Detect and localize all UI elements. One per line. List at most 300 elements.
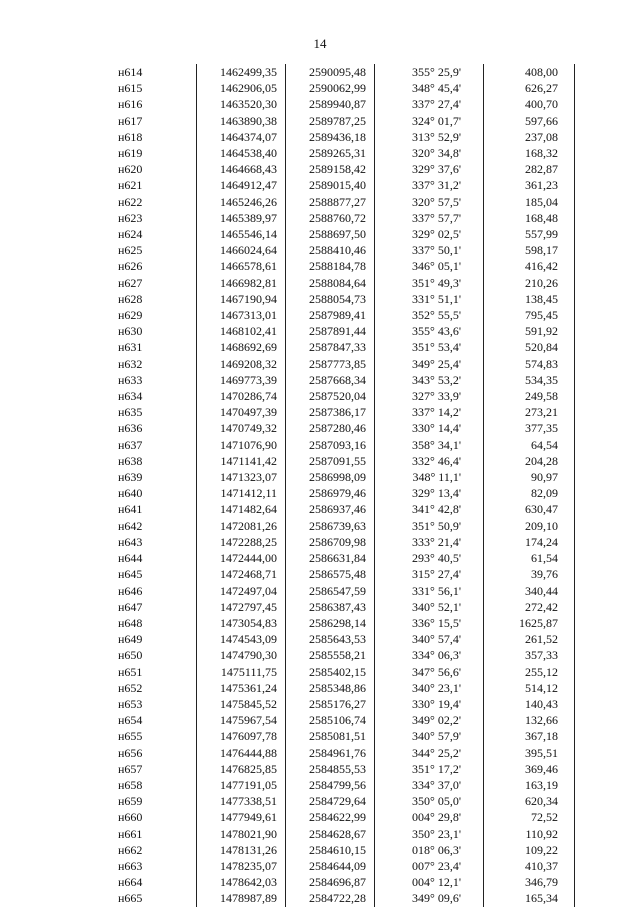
table-row bbox=[116, 258, 575, 274]
coordinates-table bbox=[116, 64, 575, 907]
segment-length-cell: 795,45 bbox=[484, 307, 575, 323]
x-coordinate-cell: 1462906,05 bbox=[197, 80, 286, 96]
segment-length-cell: 110,92 bbox=[484, 826, 575, 842]
point-id-cell: н636 bbox=[116, 420, 197, 436]
segment-length-cell: 132,66 bbox=[484, 712, 575, 728]
segment-length-cell: 210,26 bbox=[484, 275, 575, 291]
segment-length-cell: 408,00 bbox=[484, 64, 575, 80]
direction-angle-cell: 330° 14,4' bbox=[375, 420, 484, 436]
table-row bbox=[116, 745, 575, 761]
direction-angle-cell: 351° 50,9' bbox=[375, 518, 484, 534]
x-coordinate-cell: 1467190,94 bbox=[197, 291, 286, 307]
y-coordinate-cell: 2584961,76 bbox=[286, 745, 375, 761]
point-id-cell: н650 bbox=[116, 647, 197, 663]
segment-length-cell: 282,87 bbox=[484, 161, 575, 177]
direction-angle-cell: 320° 34,8' bbox=[375, 145, 484, 161]
table-row bbox=[116, 420, 575, 436]
y-coordinate-cell: 2588697,50 bbox=[286, 226, 375, 242]
table-row bbox=[116, 161, 575, 177]
y-coordinate-cell: 2585558,21 bbox=[286, 647, 375, 663]
point-id-cell: н665 bbox=[116, 890, 197, 906]
point-id-cell: н614 bbox=[116, 64, 197, 80]
direction-angle-cell: 341° 42,8' bbox=[375, 501, 484, 517]
segment-length-cell: 346,79 bbox=[484, 874, 575, 890]
segment-length-cell: 237,08 bbox=[484, 129, 575, 145]
table-row bbox=[116, 826, 575, 842]
direction-angle-cell: 018° 06,3' bbox=[375, 842, 484, 858]
table-row bbox=[116, 631, 575, 647]
direction-angle-cell: 333° 21,4' bbox=[375, 534, 484, 550]
table-row bbox=[116, 809, 575, 825]
x-coordinate-cell: 1473054,83 bbox=[197, 615, 286, 631]
point-id-cell: н621 bbox=[116, 177, 197, 193]
direction-angle-cell: 343° 53,2' bbox=[375, 372, 484, 388]
segment-length-cell: 82,09 bbox=[484, 485, 575, 501]
direction-angle-cell: 330° 19,4' bbox=[375, 696, 484, 712]
y-coordinate-cell: 2589940,87 bbox=[286, 96, 375, 112]
y-coordinate-cell: 2584729,64 bbox=[286, 793, 375, 809]
x-coordinate-cell: 1463890,38 bbox=[197, 113, 286, 129]
x-coordinate-cell: 1468692,69 bbox=[197, 339, 286, 355]
x-coordinate-cell: 1469773,39 bbox=[197, 372, 286, 388]
direction-angle-cell: 337° 31,2' bbox=[375, 177, 484, 193]
point-id-cell: н632 bbox=[116, 356, 197, 372]
direction-angle-cell: 348° 45,4' bbox=[375, 80, 484, 96]
table-row bbox=[116, 518, 575, 534]
y-coordinate-cell: 2585643,53 bbox=[286, 631, 375, 647]
x-coordinate-cell: 1475111,75 bbox=[197, 664, 286, 680]
x-coordinate-cell: 1468102,41 bbox=[197, 323, 286, 339]
y-coordinate-cell: 2587091,55 bbox=[286, 453, 375, 469]
x-coordinate-cell: 1467313,01 bbox=[197, 307, 286, 323]
segment-length-cell: 340,44 bbox=[484, 583, 575, 599]
direction-angle-cell: 349° 25,4' bbox=[375, 356, 484, 372]
table-row bbox=[116, 858, 575, 874]
segment-length-cell: 416,42 bbox=[484, 258, 575, 274]
table-row bbox=[116, 145, 575, 161]
table-row bbox=[116, 372, 575, 388]
direction-angle-cell: 346° 05,1' bbox=[375, 258, 484, 274]
y-coordinate-cell: 2585176,27 bbox=[286, 696, 375, 712]
table-row bbox=[116, 339, 575, 355]
y-coordinate-cell: 2586631,84 bbox=[286, 550, 375, 566]
segment-length-cell: 367,18 bbox=[484, 728, 575, 744]
segment-length-cell: 597,66 bbox=[484, 113, 575, 129]
y-coordinate-cell: 2586709,98 bbox=[286, 534, 375, 550]
table-row bbox=[116, 404, 575, 420]
point-id-cell: н625 bbox=[116, 242, 197, 258]
segment-length-cell: 261,52 bbox=[484, 631, 575, 647]
x-coordinate-cell: 1478021,90 bbox=[197, 826, 286, 842]
y-coordinate-cell: 2587093,16 bbox=[286, 437, 375, 453]
table-row bbox=[116, 275, 575, 291]
coordinates-table-body bbox=[116, 64, 575, 907]
table-row bbox=[116, 469, 575, 485]
point-id-cell: н629 bbox=[116, 307, 197, 323]
x-coordinate-cell: 1469208,32 bbox=[197, 356, 286, 372]
segment-length-cell: 361,23 bbox=[484, 177, 575, 193]
table-row bbox=[116, 453, 575, 469]
segment-length-cell: 39,76 bbox=[484, 566, 575, 582]
x-coordinate-cell: 1475967,54 bbox=[197, 712, 286, 728]
y-coordinate-cell: 2590062,99 bbox=[286, 80, 375, 96]
point-id-cell: н641 bbox=[116, 501, 197, 517]
x-coordinate-cell: 1470286,74 bbox=[197, 388, 286, 404]
point-id-cell: н661 bbox=[116, 826, 197, 842]
x-coordinate-cell: 1477949,61 bbox=[197, 809, 286, 825]
x-coordinate-cell: 1475361,24 bbox=[197, 680, 286, 696]
table-row bbox=[116, 664, 575, 680]
direction-angle-cell: 349° 02,2' bbox=[375, 712, 484, 728]
table-row bbox=[116, 599, 575, 615]
y-coordinate-cell: 2587773,85 bbox=[286, 356, 375, 372]
point-id-cell: н645 bbox=[116, 566, 197, 582]
y-coordinate-cell: 2584696,87 bbox=[286, 874, 375, 890]
segment-length-cell: 273,21 bbox=[484, 404, 575, 420]
x-coordinate-cell: 1472497,04 bbox=[197, 583, 286, 599]
y-coordinate-cell: 2590095,48 bbox=[286, 64, 375, 80]
point-id-cell: н628 bbox=[116, 291, 197, 307]
x-coordinate-cell: 1471323,07 bbox=[197, 469, 286, 485]
table-row bbox=[116, 388, 575, 404]
y-coordinate-cell: 2588084,64 bbox=[286, 275, 375, 291]
table-row bbox=[116, 566, 575, 582]
direction-angle-cell: 334° 06,3' bbox=[375, 647, 484, 663]
segment-length-cell: 72,52 bbox=[484, 809, 575, 825]
x-coordinate-cell: 1478642,03 bbox=[197, 874, 286, 890]
direction-angle-cell: 340° 57,4' bbox=[375, 631, 484, 647]
segment-length-cell: 591,92 bbox=[484, 323, 575, 339]
point-id-cell: н643 bbox=[116, 534, 197, 550]
point-id-cell: н654 bbox=[116, 712, 197, 728]
y-coordinate-cell: 2586575,48 bbox=[286, 566, 375, 582]
segment-length-cell: 395,51 bbox=[484, 745, 575, 761]
direction-angle-cell: 348° 11,1' bbox=[375, 469, 484, 485]
segment-length-cell: 626,27 bbox=[484, 80, 575, 96]
x-coordinate-cell: 1476097,78 bbox=[197, 728, 286, 744]
y-coordinate-cell: 2586739,63 bbox=[286, 518, 375, 534]
x-coordinate-cell: 1474543,09 bbox=[197, 631, 286, 647]
table-row bbox=[116, 307, 575, 323]
y-coordinate-cell: 2589436,18 bbox=[286, 129, 375, 145]
point-id-cell: н616 bbox=[116, 96, 197, 112]
point-id-cell: н656 bbox=[116, 745, 197, 761]
y-coordinate-cell: 2586387,43 bbox=[286, 599, 375, 615]
segment-length-cell: 557,99 bbox=[484, 226, 575, 242]
y-coordinate-cell: 2584799,56 bbox=[286, 777, 375, 793]
y-coordinate-cell: 2588410,46 bbox=[286, 242, 375, 258]
point-id-cell: н651 bbox=[116, 664, 197, 680]
y-coordinate-cell: 2588054,73 bbox=[286, 291, 375, 307]
segment-length-cell: 168,48 bbox=[484, 210, 575, 226]
direction-angle-cell: 324° 01,7' bbox=[375, 113, 484, 129]
direction-angle-cell: 320° 57,5' bbox=[375, 194, 484, 210]
x-coordinate-cell: 1478131,26 bbox=[197, 842, 286, 858]
x-coordinate-cell: 1472468,71 bbox=[197, 566, 286, 582]
table-row bbox=[116, 712, 575, 728]
y-coordinate-cell: 2584628,67 bbox=[286, 826, 375, 842]
direction-angle-cell: 337° 14,2' bbox=[375, 404, 484, 420]
table-row bbox=[116, 647, 575, 663]
table-row bbox=[116, 96, 575, 112]
table-row bbox=[116, 501, 575, 517]
page-number: 14 bbox=[313, 36, 327, 51]
segment-length-cell: 109,22 bbox=[484, 842, 575, 858]
x-coordinate-cell: 1465546,14 bbox=[197, 226, 286, 242]
direction-angle-cell: 344° 25,2' bbox=[375, 745, 484, 761]
x-coordinate-cell: 1478987,89 bbox=[197, 890, 286, 906]
table-row bbox=[116, 194, 575, 210]
x-coordinate-cell: 1470497,39 bbox=[197, 404, 286, 420]
direction-angle-cell: 336° 15,5' bbox=[375, 615, 484, 631]
table-row bbox=[116, 874, 575, 890]
y-coordinate-cell: 2588877,27 bbox=[286, 194, 375, 210]
direction-angle-cell: 350° 05,0' bbox=[375, 793, 484, 809]
x-coordinate-cell: 1476444,88 bbox=[197, 745, 286, 761]
direction-angle-cell: 340° 57,9' bbox=[375, 728, 484, 744]
table-row bbox=[116, 534, 575, 550]
table-row bbox=[116, 583, 575, 599]
point-id-cell: н638 bbox=[116, 453, 197, 469]
direction-angle-cell: 350° 23,1' bbox=[375, 826, 484, 842]
table-row bbox=[116, 64, 575, 80]
direction-angle-cell: 332° 46,4' bbox=[375, 453, 484, 469]
point-id-cell: н620 bbox=[116, 161, 197, 177]
segment-length-cell: 400,70 bbox=[484, 96, 575, 112]
direction-angle-cell: 329° 13,4' bbox=[375, 485, 484, 501]
x-coordinate-cell: 1471482,64 bbox=[197, 501, 286, 517]
y-coordinate-cell: 2586298,14 bbox=[286, 615, 375, 631]
x-coordinate-cell: 1462499,35 bbox=[197, 64, 286, 80]
point-id-cell: н626 bbox=[116, 258, 197, 274]
segment-length-cell: 272,42 bbox=[484, 599, 575, 615]
table-row bbox=[116, 242, 575, 258]
point-id-cell: н630 bbox=[116, 323, 197, 339]
table-row bbox=[116, 680, 575, 696]
segment-length-cell: 140,43 bbox=[484, 696, 575, 712]
y-coordinate-cell: 2589265,31 bbox=[286, 145, 375, 161]
direction-angle-cell: 351° 17,2' bbox=[375, 761, 484, 777]
direction-angle-cell: 331° 51,1' bbox=[375, 291, 484, 307]
point-id-cell: н640 bbox=[116, 485, 197, 501]
segment-length-cell: 168,32 bbox=[484, 145, 575, 161]
table-row bbox=[116, 890, 575, 906]
direction-angle-cell: 004° 12,1' bbox=[375, 874, 484, 890]
direction-angle-cell: 329° 02,5' bbox=[375, 226, 484, 242]
direction-angle-cell: 351° 53,4' bbox=[375, 339, 484, 355]
segment-length-cell: 1625,87 bbox=[484, 615, 575, 631]
table-row bbox=[116, 761, 575, 777]
point-id-cell: н653 bbox=[116, 696, 197, 712]
point-id-cell: н624 bbox=[116, 226, 197, 242]
table-row bbox=[116, 323, 575, 339]
x-coordinate-cell: 1470749,32 bbox=[197, 420, 286, 436]
direction-angle-cell: 334° 37,0' bbox=[375, 777, 484, 793]
direction-angle-cell: 351° 49,3' bbox=[375, 275, 484, 291]
y-coordinate-cell: 2589158,42 bbox=[286, 161, 375, 177]
table-row bbox=[116, 113, 575, 129]
direction-angle-cell: 007° 23,4' bbox=[375, 858, 484, 874]
table-row bbox=[116, 777, 575, 793]
direction-angle-cell: 329° 37,6' bbox=[375, 161, 484, 177]
x-coordinate-cell: 1466578,61 bbox=[197, 258, 286, 274]
x-coordinate-cell: 1465389,97 bbox=[197, 210, 286, 226]
point-id-cell: н634 bbox=[116, 388, 197, 404]
y-coordinate-cell: 2584722,28 bbox=[286, 890, 375, 906]
segment-length-cell: 90,97 bbox=[484, 469, 575, 485]
segment-length-cell: 163,19 bbox=[484, 777, 575, 793]
direction-angle-cell: 293° 40,5' bbox=[375, 550, 484, 566]
segment-length-cell: 514,12 bbox=[484, 680, 575, 696]
point-id-cell: н619 bbox=[116, 145, 197, 161]
x-coordinate-cell: 1477191,05 bbox=[197, 777, 286, 793]
table-row bbox=[116, 842, 575, 858]
x-coordinate-cell: 1472288,25 bbox=[197, 534, 286, 550]
y-coordinate-cell: 2589015,40 bbox=[286, 177, 375, 193]
segment-length-cell: 174,24 bbox=[484, 534, 575, 550]
x-coordinate-cell: 1478235,07 bbox=[197, 858, 286, 874]
y-coordinate-cell: 2585402,15 bbox=[286, 664, 375, 680]
point-id-cell: н660 bbox=[116, 809, 197, 825]
point-id-cell: н657 bbox=[116, 761, 197, 777]
point-id-cell: н633 bbox=[116, 372, 197, 388]
y-coordinate-cell: 2587668,34 bbox=[286, 372, 375, 388]
x-coordinate-cell: 1472797,45 bbox=[197, 599, 286, 615]
segment-length-cell: 369,46 bbox=[484, 761, 575, 777]
point-id-cell: н662 bbox=[116, 842, 197, 858]
x-coordinate-cell: 1476825,85 bbox=[197, 761, 286, 777]
direction-angle-cell: 313° 52,9' bbox=[375, 129, 484, 145]
y-coordinate-cell: 2585348,86 bbox=[286, 680, 375, 696]
direction-angle-cell: 355° 43,6' bbox=[375, 323, 484, 339]
y-coordinate-cell: 2586937,46 bbox=[286, 501, 375, 517]
segment-length-cell: 534,35 bbox=[484, 372, 575, 388]
x-coordinate-cell: 1474790,30 bbox=[197, 647, 286, 663]
direction-angle-cell: 327° 33,9' bbox=[375, 388, 484, 404]
segment-length-cell: 185,04 bbox=[484, 194, 575, 210]
point-id-cell: н648 bbox=[116, 615, 197, 631]
segment-length-cell: 520,84 bbox=[484, 339, 575, 355]
table-row bbox=[116, 291, 575, 307]
point-id-cell: н663 bbox=[116, 858, 197, 874]
x-coordinate-cell: 1464912,47 bbox=[197, 177, 286, 193]
segment-length-cell: 209,10 bbox=[484, 518, 575, 534]
table-row bbox=[116, 793, 575, 809]
segment-length-cell: 165,34 bbox=[484, 890, 575, 906]
y-coordinate-cell: 2586979,46 bbox=[286, 485, 375, 501]
table-row bbox=[116, 80, 575, 96]
table-row bbox=[116, 437, 575, 453]
x-coordinate-cell: 1471412,11 bbox=[197, 485, 286, 501]
direction-angle-cell: 315° 27,4' bbox=[375, 566, 484, 582]
y-coordinate-cell: 2587520,04 bbox=[286, 388, 375, 404]
x-coordinate-cell: 1472444,00 bbox=[197, 550, 286, 566]
x-coordinate-cell: 1477338,51 bbox=[197, 793, 286, 809]
direction-angle-cell: 340° 23,1' bbox=[375, 680, 484, 696]
y-coordinate-cell: 2584610,15 bbox=[286, 842, 375, 858]
point-id-cell: н646 bbox=[116, 583, 197, 599]
segment-length-cell: 138,45 bbox=[484, 291, 575, 307]
point-id-cell: н658 bbox=[116, 777, 197, 793]
direction-angle-cell: 337° 27,4' bbox=[375, 96, 484, 112]
table-row bbox=[116, 177, 575, 193]
point-id-cell: н623 bbox=[116, 210, 197, 226]
point-id-cell: н642 bbox=[116, 518, 197, 534]
point-id-cell: н647 bbox=[116, 599, 197, 615]
point-id-cell: н664 bbox=[116, 874, 197, 890]
x-coordinate-cell: 1464374,07 bbox=[197, 129, 286, 145]
segment-length-cell: 64,54 bbox=[484, 437, 575, 453]
x-coordinate-cell: 1464668,43 bbox=[197, 161, 286, 177]
y-coordinate-cell: 2584855,53 bbox=[286, 761, 375, 777]
point-id-cell: н631 bbox=[116, 339, 197, 355]
y-coordinate-cell: 2585106,74 bbox=[286, 712, 375, 728]
direction-angle-cell: 349° 09,6' bbox=[375, 890, 484, 906]
x-coordinate-cell: 1463520,30 bbox=[197, 96, 286, 112]
x-coordinate-cell: 1472081,26 bbox=[197, 518, 286, 534]
segment-length-cell: 630,47 bbox=[484, 501, 575, 517]
segment-length-cell: 249,58 bbox=[484, 388, 575, 404]
y-coordinate-cell: 2586547,59 bbox=[286, 583, 375, 599]
segment-length-cell: 61,54 bbox=[484, 550, 575, 566]
y-coordinate-cell: 2589787,25 bbox=[286, 113, 375, 129]
y-coordinate-cell: 2588760,72 bbox=[286, 210, 375, 226]
point-id-cell: н618 bbox=[116, 129, 197, 145]
direction-angle-cell: 340° 52,1' bbox=[375, 599, 484, 615]
segment-length-cell: 255,12 bbox=[484, 664, 575, 680]
y-coordinate-cell: 2587280,46 bbox=[286, 420, 375, 436]
point-id-cell: н615 bbox=[116, 80, 197, 96]
y-coordinate-cell: 2588184,78 bbox=[286, 258, 375, 274]
table-row bbox=[116, 696, 575, 712]
point-id-cell: н655 bbox=[116, 728, 197, 744]
table-row bbox=[116, 210, 575, 226]
point-id-cell: н637 bbox=[116, 437, 197, 453]
segment-length-cell: 377,35 bbox=[484, 420, 575, 436]
direction-angle-cell: 347° 56,6' bbox=[375, 664, 484, 680]
point-id-cell: н649 bbox=[116, 631, 197, 647]
point-id-cell: н652 bbox=[116, 680, 197, 696]
x-coordinate-cell: 1466024,64 bbox=[197, 242, 286, 258]
x-coordinate-cell: 1471076,90 bbox=[197, 437, 286, 453]
point-id-cell: н635 bbox=[116, 404, 197, 420]
x-coordinate-cell: 1464538,40 bbox=[197, 145, 286, 161]
segment-length-cell: 598,17 bbox=[484, 242, 575, 258]
segment-length-cell: 204,28 bbox=[484, 453, 575, 469]
table-row bbox=[116, 728, 575, 744]
direction-angle-cell: 337° 57,7' bbox=[375, 210, 484, 226]
direction-angle-cell: 355° 25,9' bbox=[375, 64, 484, 80]
y-coordinate-cell: 2585081,51 bbox=[286, 728, 375, 744]
segment-length-cell: 620,34 bbox=[484, 793, 575, 809]
point-id-cell: н659 bbox=[116, 793, 197, 809]
table-row bbox=[116, 485, 575, 501]
point-id-cell: н622 bbox=[116, 194, 197, 210]
direction-angle-cell: 004° 29,8' bbox=[375, 809, 484, 825]
table-row bbox=[116, 129, 575, 145]
y-coordinate-cell: 2587989,41 bbox=[286, 307, 375, 323]
x-coordinate-cell: 1475845,52 bbox=[197, 696, 286, 712]
table-row bbox=[116, 356, 575, 372]
point-id-cell: н617 bbox=[116, 113, 197, 129]
table-row bbox=[116, 226, 575, 242]
direction-angle-cell: 337° 50,1' bbox=[375, 242, 484, 258]
y-coordinate-cell: 2587891,44 bbox=[286, 323, 375, 339]
table-row bbox=[116, 550, 575, 566]
y-coordinate-cell: 2586998,09 bbox=[286, 469, 375, 485]
x-coordinate-cell: 1466982,81 bbox=[197, 275, 286, 291]
y-coordinate-cell: 2584644,09 bbox=[286, 858, 375, 874]
